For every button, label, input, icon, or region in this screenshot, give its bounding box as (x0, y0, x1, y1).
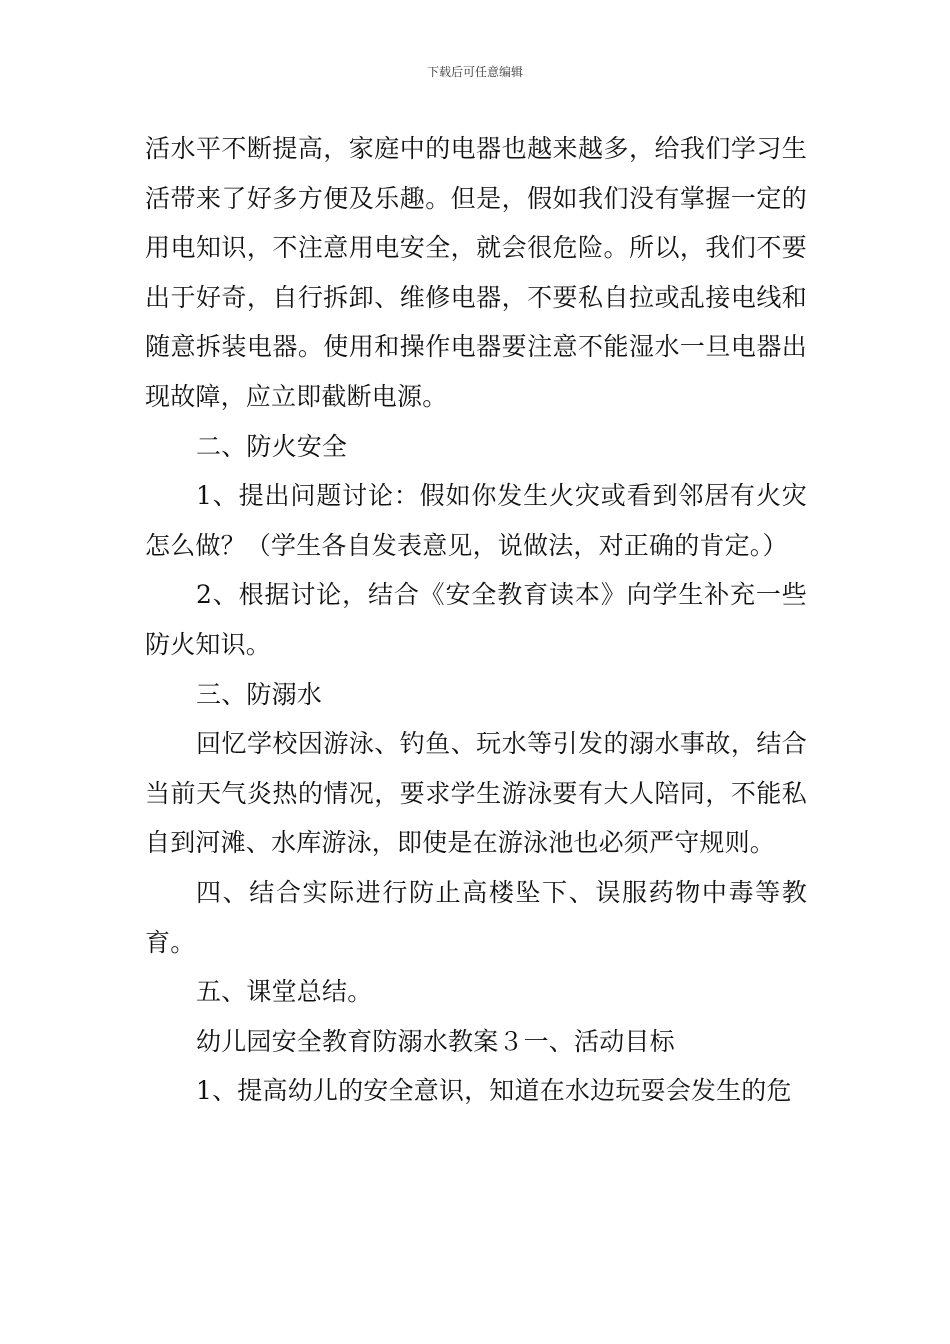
paragraph: 活水平不断提高，家庭中的电器也越来越多，给我们学习生活带来了好多方便及乐趣。但是，假如我们没有掌握一定的用电知识，不注意用电安全，就会很危险。所以，我们不要出于好奇，自行拆卸、维修电器，不要私自拉或乱接电线和随意拆装电器。使用和操作电器要注意不能湿水一旦电器出现故障，应立即截断电源。 (145, 134, 807, 411)
section-heading-drowning-prevention: 三、防溺水 (196, 679, 323, 709)
paragraph: 1、提高幼儿的安全意识，知道在水边玩耍会发生的危 (196, 1076, 792, 1106)
section-heading-fire-safety: 二、防火安全 (196, 431, 348, 461)
paragraph: 幼儿园安全教育防溺水教案３一、活动目标 (196, 1026, 675, 1056)
paragraph: 回忆学校因游泳、钓鱼、玩水等引发的溺水事故，结合当前天气炎热的情况，要求学生游泳要有大人陪同，不能私自到河滩、水库游泳，即使是在游泳池也必须严守规则。 (145, 729, 807, 858)
page-header: 下载后可任意编辑 (426, 65, 523, 79)
section-heading-summary: 五、课堂总结。 (196, 977, 373, 1007)
paragraph: 1、提出问题讨论：假如你发生火灾或看到邻居有火灾怎么做？（学生各自发表意见，说做法，对正确的肯定。） (145, 481, 807, 560)
document-body (145, 124, 807, 1116)
paragraph: 2、根据讨论，结合《安全教育读本》向学生补充一些防火知识。 (145, 580, 807, 659)
paragraph: 四、结合实际进行防止高楼坠下、误服药物中毒等教育。 (145, 877, 807, 957)
